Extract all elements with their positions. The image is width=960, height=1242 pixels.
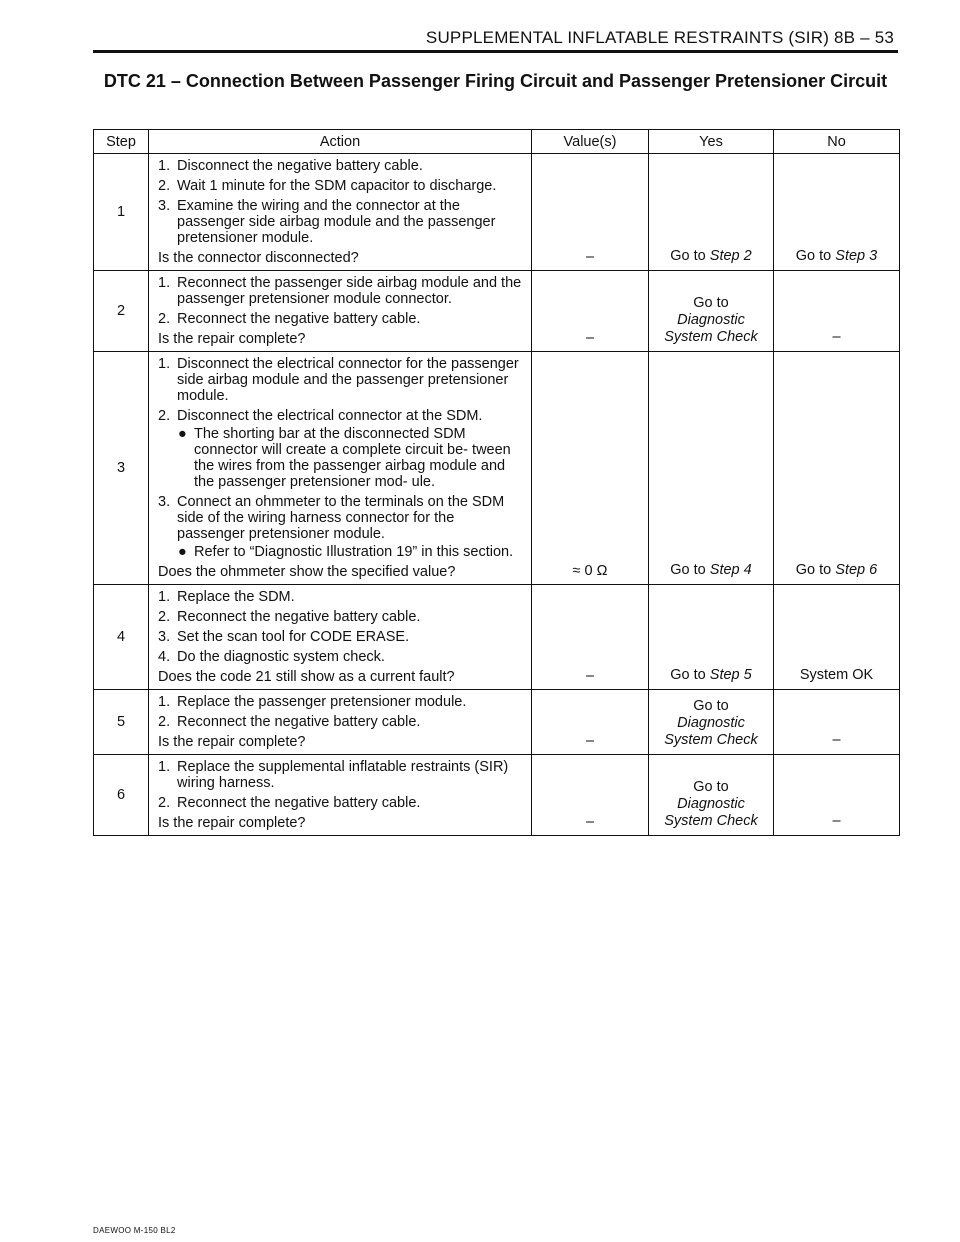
action-text: Disconnect the negative battery cable. <box>177 158 423 174</box>
running-header: SUPPLEMENTAL INFLATABLE RESTRAINTS (SIR) 8B – 53 <box>425 28 894 47</box>
action-number: 3. <box>158 198 171 214</box>
table-row <box>94 755 900 836</box>
action-item <box>158 158 525 174</box>
bullet-icon: ● <box>178 544 187 560</box>
sub-bullet-text: Refer to “Diagnostic Illustration 19” in this section. <box>194 544 514 560</box>
action-item <box>158 408 525 490</box>
yes-result-prefix: Go to <box>693 295 729 311</box>
action-text: Connect an ohmmeter to the terminals on the SDM side of the wiring harness connector for the passenger pretensioner module. <box>177 494 505 542</box>
value-cell: – <box>532 154 649 271</box>
action-cell <box>149 352 532 585</box>
no-result-content <box>778 732 895 749</box>
action-text: Do the diagnostic system check. <box>177 649 385 665</box>
action-number: 1. <box>158 158 171 174</box>
yes-result-prefix: Go to <box>670 667 710 683</box>
action-text: Replace the passenger pretensioner module. <box>177 694 467 710</box>
no-result <box>774 690 900 755</box>
column-header-action: Action <box>149 130 532 154</box>
page-title: DTC 21 – Connection Between Passenger Firing Circuit and Passenger Pretensioner Circuit <box>103 71 888 91</box>
action-number: 1. <box>158 759 171 775</box>
yes-result-content <box>653 667 769 684</box>
yes-result-prefix: Go to <box>670 248 710 264</box>
value-cell: – <box>532 690 649 755</box>
action-item <box>158 759 525 791</box>
sub-bullet-list <box>177 426 525 490</box>
action-item <box>158 311 525 327</box>
yes-result <box>649 271 774 352</box>
action-item <box>158 649 525 665</box>
no-result-prefix: Go to <box>795 248 836 264</box>
column-header-step: Step <box>94 130 149 154</box>
yes-result-content <box>653 698 769 749</box>
action-number: 1. <box>158 356 171 372</box>
table-row <box>94 690 900 755</box>
action-text: Set the scan tool for CODE ERASE. <box>177 629 410 645</box>
action-text: Reconnect the negative battery cable. <box>177 795 421 811</box>
no-result <box>774 585 900 690</box>
no-result <box>774 271 900 352</box>
no-result-content <box>778 329 895 346</box>
column-header-yes: Yes <box>649 130 774 154</box>
action-cell <box>149 154 532 271</box>
diagnostic-table <box>93 129 900 836</box>
yes-result-target: Diagnostic System Check <box>664 796 758 829</box>
action-text: Wait 1 minute for the SDM capacitor to discharge. <box>177 178 497 194</box>
action-number: 3. <box>158 629 171 645</box>
action-text: Replace the SDM. <box>177 589 295 605</box>
bullet-icon: ● <box>178 426 187 442</box>
action-item <box>158 589 525 605</box>
action-text: Reconnect the negative battery cable. <box>177 714 421 730</box>
action-item <box>158 275 525 307</box>
check-question: Is the repair complete? <box>158 734 306 750</box>
action-item <box>158 178 525 194</box>
action-number: 1. <box>158 275 171 291</box>
yes-result-target: Step 4 <box>709 562 752 578</box>
action-number: 2. <box>158 178 171 194</box>
yes-result-target: Step 5 <box>709 667 752 683</box>
step-number: 3 <box>94 352 149 585</box>
action-number: 1. <box>158 589 171 605</box>
check-question: Does the code 21 still show as a current fault? <box>158 669 455 685</box>
yes-result <box>649 755 774 836</box>
action-text: Reconnect the passenger side airbag module and the passenger pretensioner module connector. <box>177 275 522 307</box>
action-text: Disconnect the electrical connector at the SDM. <box>177 408 483 424</box>
action-text: Reconnect the negative battery cable. <box>177 609 421 625</box>
yes-result-content <box>653 295 769 346</box>
action-cell <box>149 690 532 755</box>
yes-result <box>649 352 774 585</box>
yes-result-prefix: Go to <box>693 698 729 714</box>
action-number: 4. <box>158 649 171 665</box>
yes-result <box>649 690 774 755</box>
yes-result-target: Diagnostic System Check <box>664 715 758 748</box>
action-item <box>158 714 525 730</box>
yes-result-target: Step 2 <box>709 248 752 264</box>
step-number: 6 <box>94 755 149 836</box>
check-question: Is the repair complete? <box>158 815 306 831</box>
no-result-prefix: Go to <box>795 562 836 578</box>
value-cell: – <box>532 271 649 352</box>
sub-bullet-text: The shorting bar at the disconnected SDM connector will create a complete circuit be- tween the wires from the passenger airbag module and the passenger pretensioner mod- ule. <box>194 426 511 490</box>
step-number: 4 <box>94 585 149 690</box>
action-number: 2. <box>158 714 171 730</box>
sub-bullet-item <box>177 426 525 490</box>
column-header-no: No <box>774 130 900 154</box>
sub-bullet-item <box>177 544 525 560</box>
action-item <box>158 494 525 560</box>
action-item <box>158 629 525 645</box>
check-question: Is the repair complete? <box>158 331 306 347</box>
yes-result <box>649 585 774 690</box>
action-number: 1. <box>158 694 171 710</box>
no-result-text: – <box>832 732 841 748</box>
yes-result-prefix: Go to <box>670 562 710 578</box>
action-item <box>158 356 525 404</box>
no-result <box>774 755 900 836</box>
action-item <box>158 198 525 246</box>
no-result <box>774 352 900 585</box>
yes-result-content <box>653 779 769 830</box>
no-result-text: – <box>832 813 841 829</box>
yes-result-target: Diagnostic System Check <box>664 312 758 345</box>
no-result-content <box>778 667 895 684</box>
table-row <box>94 271 900 352</box>
action-list <box>158 275 525 327</box>
value-cell: – <box>532 755 649 836</box>
header-rule <box>93 50 898 53</box>
action-cell <box>149 271 532 352</box>
yes-result-content <box>653 562 769 579</box>
table-header-row <box>94 130 900 154</box>
table-row <box>94 585 900 690</box>
action-text: Examine the wiring and the connector at the passenger side airbag module and the passenger pretensioner module. <box>177 198 496 246</box>
action-cell <box>149 755 532 836</box>
no-result-content <box>778 813 895 830</box>
value-cell: – <box>532 585 649 690</box>
column-header-values: Value(s) <box>532 130 649 154</box>
action-list <box>158 759 525 811</box>
action-text: Disconnect the electrical connector for the passenger side airbag module and the passenger pretensioner module. <box>177 356 519 404</box>
action-text: Replace the supplemental inflatable restraints (SIR) wiring harness. <box>177 759 509 791</box>
table-body <box>94 154 900 836</box>
table-row <box>94 352 900 585</box>
yes-result <box>649 154 774 271</box>
step-number: 5 <box>94 690 149 755</box>
no-result-content <box>778 248 895 265</box>
no-result-target: Step 3 <box>835 248 878 264</box>
no-result-text: System OK <box>799 667 874 683</box>
step-number: 2 <box>94 271 149 352</box>
footer-code: DAEWOO M-150 BL2 <box>93 1226 176 1235</box>
action-text: Reconnect the negative battery cable. <box>177 311 421 327</box>
no-result-target: Step 6 <box>835 562 878 578</box>
table-row <box>94 154 900 271</box>
action-list <box>158 589 525 665</box>
no-result-content <box>778 562 895 579</box>
no-result-text: – <box>832 329 841 345</box>
yes-result-content <box>653 248 769 265</box>
action-item <box>158 609 525 625</box>
action-list <box>158 356 525 560</box>
action-number: 2. <box>158 795 171 811</box>
check-question: Does the ohmmeter show the specified value? <box>158 564 456 580</box>
step-number: 1 <box>94 154 149 271</box>
action-list <box>158 694 525 730</box>
value-cell: ≈ 0 Ω <box>532 352 649 585</box>
check-question: Is the connector disconnected? <box>158 250 359 266</box>
action-item <box>158 694 525 710</box>
sub-bullet-list <box>177 544 525 560</box>
action-cell <box>149 585 532 690</box>
action-number: 3. <box>158 494 171 510</box>
yes-result-prefix: Go to <box>693 779 729 795</box>
action-item <box>158 795 525 811</box>
action-number: 2. <box>158 609 171 625</box>
action-number: 2. <box>158 408 171 424</box>
action-list <box>158 158 525 246</box>
action-number: 2. <box>158 311 171 327</box>
no-result <box>774 154 900 271</box>
